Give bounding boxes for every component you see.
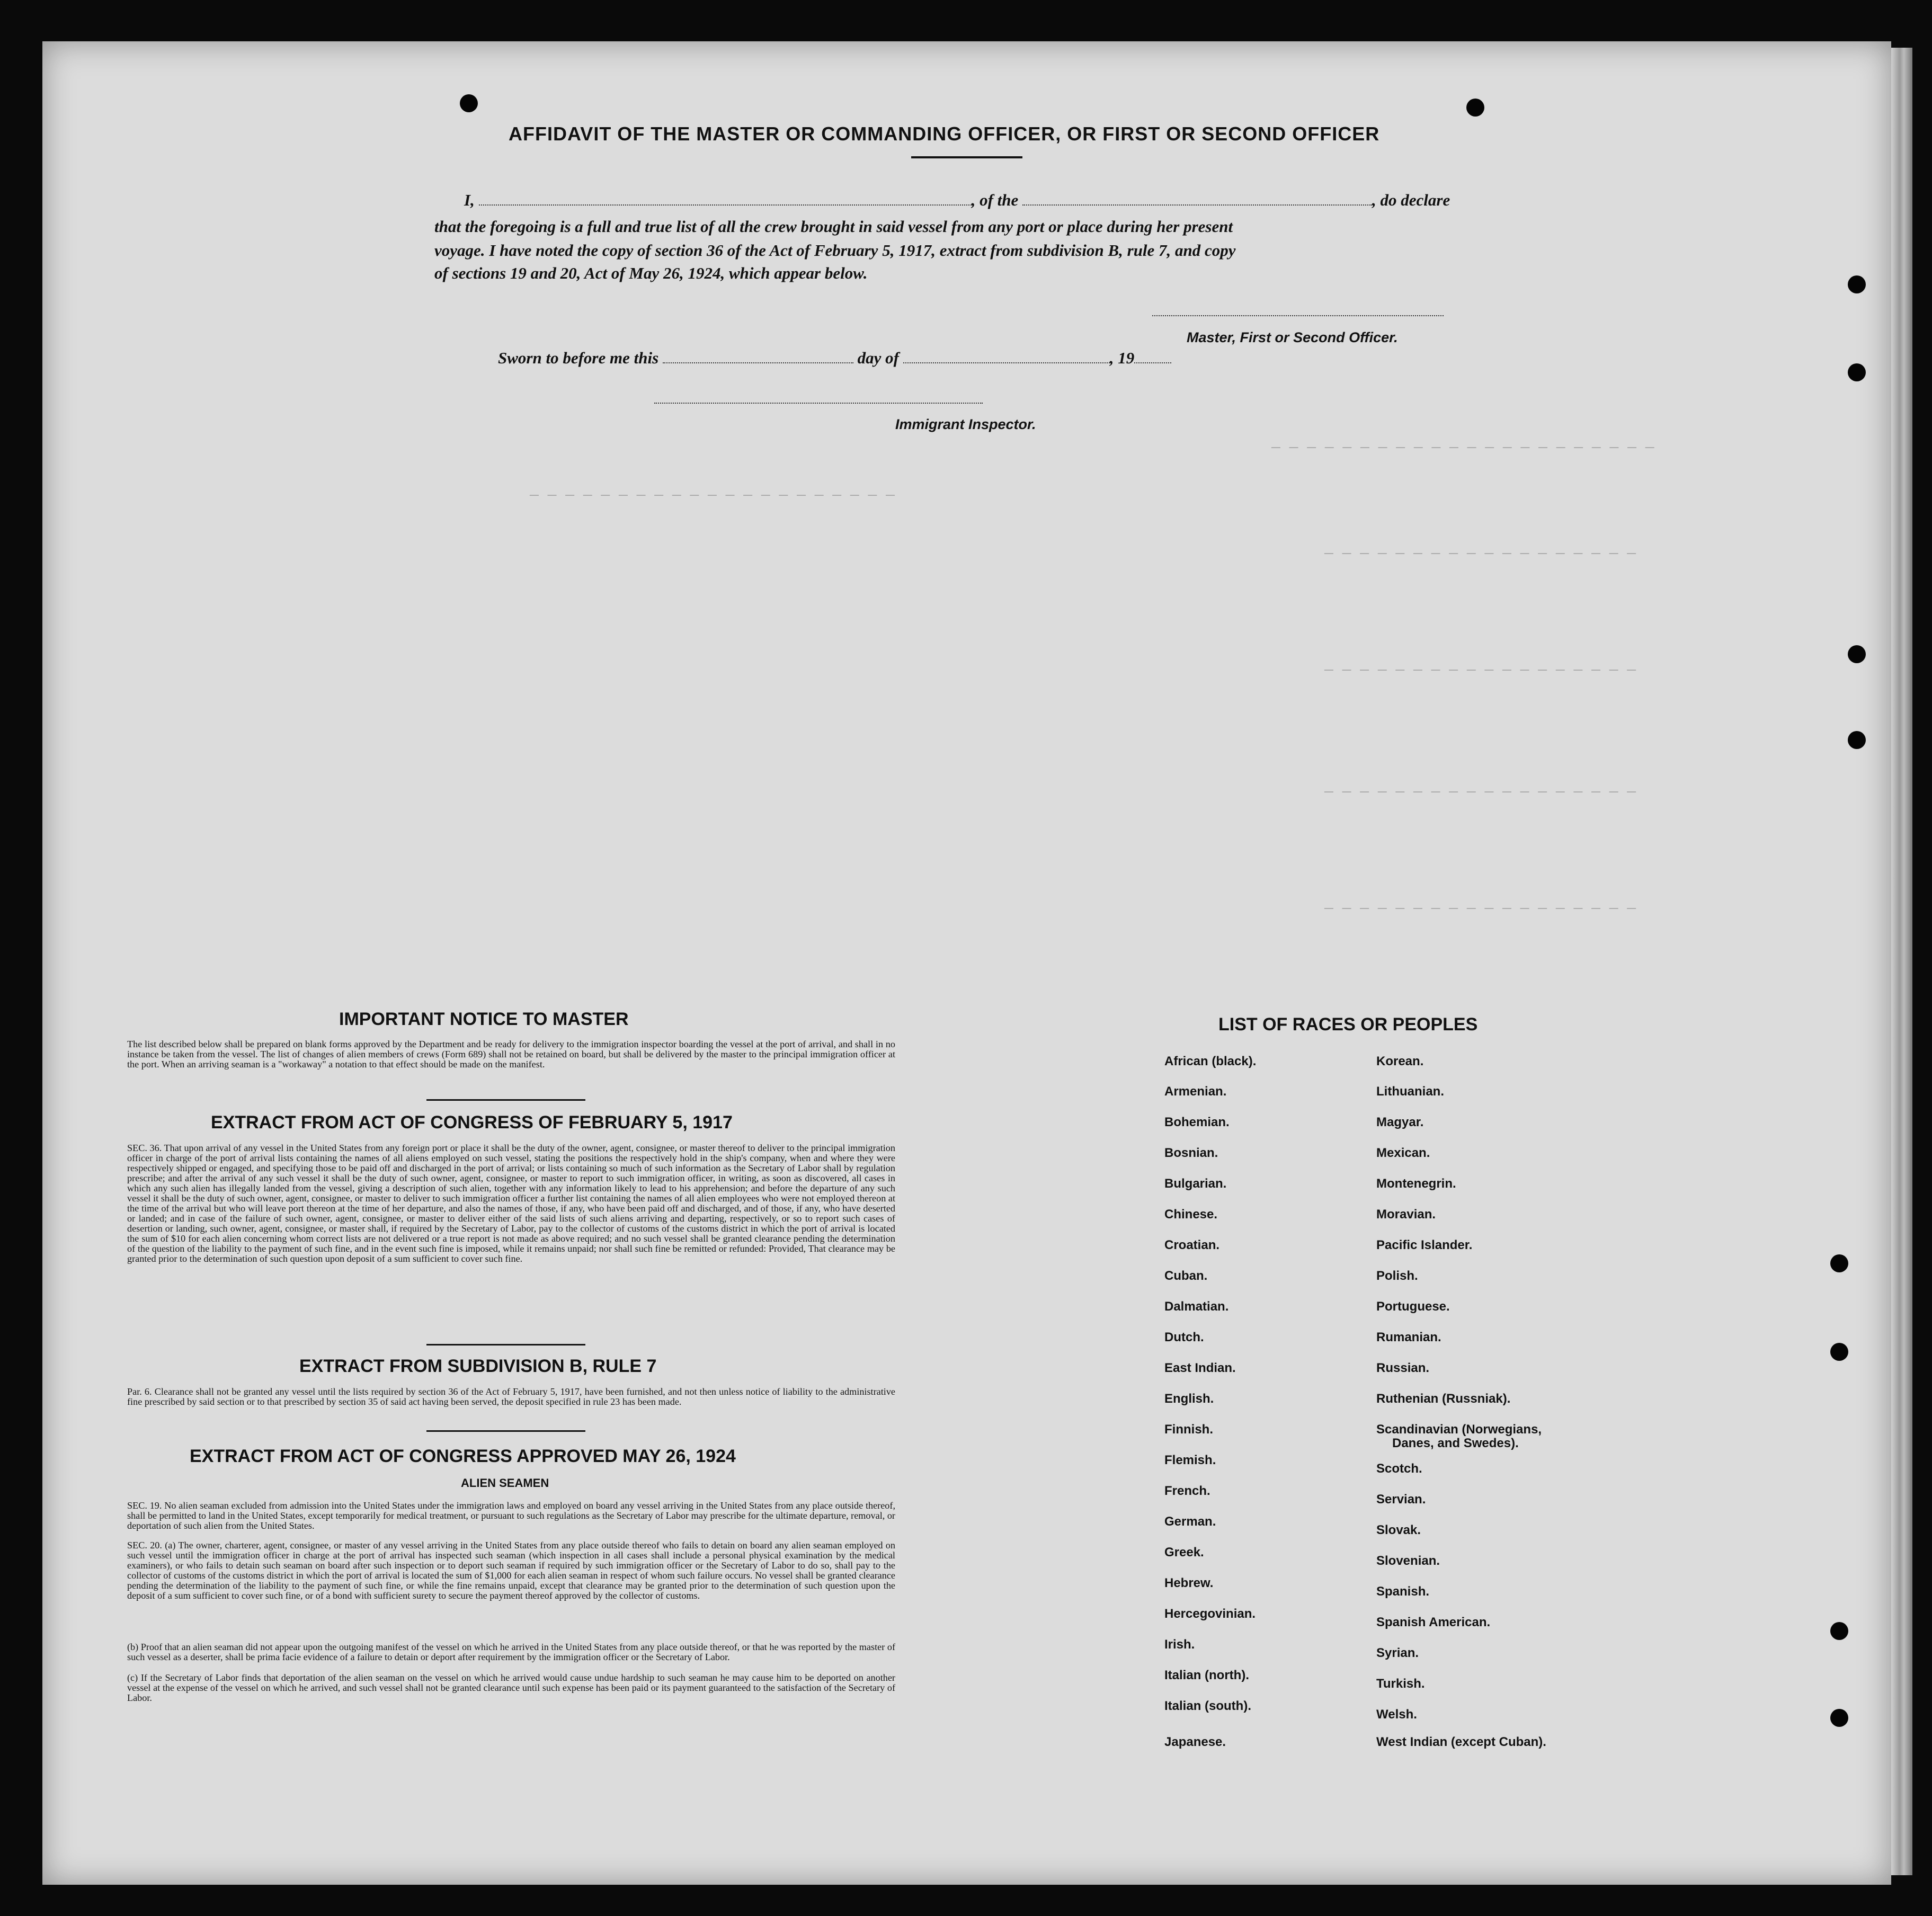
- race-item: Finnish.: [1164, 1422, 1213, 1437]
- sworn-line: [498, 349, 1171, 368]
- page-edge: [1891, 48, 1912, 1875]
- of-the-label: , of the: [971, 191, 1019, 209]
- i-label: I,: [464, 191, 475, 209]
- race-item: Hebrew.: [1164, 1576, 1214, 1590]
- section-divider: [426, 1344, 585, 1345]
- race-item: Russian.: [1376, 1361, 1430, 1375]
- affidavit-title: AFFIDAVIT OF THE MASTER OR COMMANDING OFFICER, OR FIRST OR SECOND OFFICER: [509, 123, 1380, 145]
- race-item: Bohemian.: [1164, 1115, 1230, 1129]
- race-item: Scotch.: [1376, 1461, 1422, 1476]
- inspector-label: Immigrant Inspector.: [895, 416, 1036, 432]
- race-item: Syrian.: [1376, 1646, 1419, 1660]
- race-item: Hercegovinian.: [1164, 1607, 1256, 1621]
- race-item: German.: [1164, 1514, 1216, 1529]
- notice-title: IMPORTANT NOTICE TO MASTER: [339, 1009, 629, 1029]
- race-item: Japanese.: [1164, 1735, 1226, 1749]
- race-item: Greek.: [1164, 1545, 1204, 1559]
- rule7-body: Par. 6. Clearance shall not be granted any vessel until the lists required by section 36 of the Act of February 5, 1917, have been furnished, and not then unless notice of liability to the administrative fine prescribed by said section or to that prescribed by section 35 of said act having been served, the deposit specified in rule 23 has been made.: [127, 1386, 895, 1407]
- punch-hole: [1830, 1622, 1848, 1640]
- master-label: Master, First or Second Officer.: [1187, 329, 1398, 345]
- punch-hole: [1830, 1254, 1848, 1272]
- name-blank[interactable]: [479, 204, 972, 206]
- race-item: Magyar.: [1376, 1115, 1424, 1129]
- sworn-day-blank[interactable]: [663, 362, 853, 363]
- vessel-blank[interactable]: [1022, 204, 1372, 206]
- race-item: Slovak.: [1376, 1523, 1421, 1537]
- race-item: Dalmatian.: [1164, 1299, 1229, 1314]
- race-item: Spanish.: [1376, 1584, 1430, 1599]
- race-item: Chinese.: [1164, 1207, 1218, 1222]
- race-item: Flemish.: [1164, 1453, 1216, 1467]
- document-page: [42, 41, 1891, 1885]
- race-item: Mexican.: [1376, 1146, 1430, 1160]
- extract-1917-title: EXTRACT FROM ACT OF CONGRESS OF FEBRUARY 5, 1917: [211, 1112, 733, 1133]
- race-item: Italian (south).: [1164, 1699, 1251, 1713]
- punch-hole: [1848, 731, 1866, 749]
- race-item: French.: [1164, 1484, 1210, 1498]
- extract-1924-sec19: SEC. 19. No alien seaman excluded from admission into the United States under the immigration laws and employed on board any vessel arriving in the United States from any place outside thereof, shall be permitted to land in the United States, except temporarily for medical treatment, or pursuant to such regulations as the Secretary of Labor may prescribe for the ultimate departure, removal, or deportation of such alien from the United States.: [127, 1500, 895, 1531]
- races-title: LIST OF RACES OR PEOPLES: [1218, 1014, 1478, 1035]
- race-item: Bosnian.: [1164, 1146, 1218, 1160]
- race-item: Turkish.: [1376, 1677, 1425, 1691]
- race-item: African (black).: [1164, 1054, 1257, 1068]
- extract-1924-sec20a: SEC. 20. (a) The owner, charterer, agent, consignee, or master of any vessel arriving in the United States from any place outside thereof who fails to detain on board any alien seaman employed on such vessel until the immigration officer in charge at the port of arrival has inspected such seaman (which inspection in all cases shall include a personal physical examination by the medical examiners), or who fails to detain such seaman on board after such inspection or to deport such seaman if required by such immigration officer or the Secretary of Labor to do so, shall pay to the collector of customs of the customs district in which the port of arrival is located the sum of $1,000 for each alien seaman in respect of whom such failure occurs. No vessel shall be granted clearance pending the determination of the liability to the payment of such fine, or while the fine remains unpaid, except that clearance may be granted prior to the determination of such question upon the deposit of a sum sufficient to cover such fine, or of a bond with sufficient surety to secure the payment thereof approved by the collector of customs.: [127, 1540, 895, 1601]
- race-item: Portuguese.: [1376, 1299, 1450, 1314]
- notice-body: The list described below shall be prepared on blank forms approved by the Department and be ready for delivery to the immigration inspector boarding the vessel at the port of arrival, and shall in no instance be taken from the vessel. The list of changes of alien members of crews (Form 689) shall not be retained on board, but shall be delivered by the master to the principal immigration officer at the port. When an arriving seaman is a "workaway" a notation to that effect should be made on the manifest.: [127, 1039, 895, 1070]
- race-item: Ruthenian (Russniak).: [1376, 1392, 1511, 1406]
- punch-hole: [1466, 99, 1484, 117]
- sworn-label: Sworn to before me this: [498, 349, 659, 367]
- race-item: Moravian.: [1376, 1207, 1436, 1222]
- punch-hole: [1830, 1709, 1848, 1727]
- race-item: Armenian.: [1164, 1084, 1227, 1099]
- race-item: Dutch.: [1164, 1330, 1204, 1344]
- sworn-year-blank[interactable]: [1134, 362, 1171, 363]
- extract-1924-sec20b: (b) Proof that an alien seaman did not appear upon the outgoing manifest of the vessel on which he arrived in the United States from any place outside thereof, or that he was reported by the master of such vessel as a deserter, shall be prima facie evidence of a failure to detain or deport after requirement by the immigration officer or the Secretary of Labor.: [127, 1642, 895, 1662]
- punch-hole: [1830, 1343, 1848, 1361]
- bleed-through: — — — — — — — — — — — — — — — — — —: [1324, 662, 1636, 679]
- punch-hole: [1848, 275, 1866, 293]
- sworn-month-blank[interactable]: [903, 362, 1110, 363]
- bleed-through: — — — — — — — — — — — — — — — — — — — — — —: [1271, 440, 1654, 456]
- race-item: Irish.: [1164, 1637, 1195, 1652]
- section-divider: [426, 1099, 585, 1101]
- do-declare-label: , do declare: [1372, 191, 1450, 209]
- master-signature-line[interactable]: [1152, 315, 1444, 316]
- race-item: Scandinavian (Norwegians,: [1376, 1422, 1542, 1437]
- rule7-title: EXTRACT FROM SUBDIVISION B, RULE 7: [299, 1356, 657, 1376]
- race-item: Rumanian.: [1376, 1330, 1441, 1344]
- race-item: Danes, and Swedes).: [1392, 1436, 1519, 1450]
- section-divider: [426, 1430, 585, 1432]
- punch-hole: [1848, 363, 1866, 381]
- title-rule: [911, 156, 1022, 158]
- race-item: Lithuanian.: [1376, 1084, 1444, 1099]
- affidavit-line-4: of sections 19 and 20, Act of May 26, 1924, which appear below.: [434, 264, 868, 282]
- race-item: Italian (north).: [1164, 1668, 1249, 1682]
- race-item: East Indian.: [1164, 1361, 1236, 1375]
- race-item: Croatian.: [1164, 1238, 1220, 1252]
- race-item: West Indian (except Cuban).: [1376, 1735, 1546, 1749]
- bleed-through: — — — — — — — — — — — — — — — — — — — — —: [530, 487, 895, 504]
- race-item: Servian.: [1376, 1492, 1426, 1507]
- race-item: Welsh.: [1376, 1707, 1417, 1722]
- race-item: Montenegrin.: [1376, 1177, 1456, 1191]
- extract-1924-title: EXTRACT FROM ACT OF CONGRESS APPROVED MAY 26, 1924: [190, 1446, 736, 1466]
- bleed-through: — — — — — — — — — — — — — — — — — —: [1324, 546, 1636, 562]
- year-prefix: , 19: [1109, 349, 1135, 367]
- race-item: Pacific Islander.: [1376, 1238, 1473, 1252]
- race-item: Korean.: [1376, 1054, 1424, 1068]
- affidavit-line-3: voyage. I have noted the copy of section 36 of the Act of February 5, 1917, extract from subdivision B, rule 7, and copy: [434, 241, 1236, 260]
- race-item: Slovenian.: [1376, 1554, 1440, 1568]
- inspector-signature-line[interactable]: [654, 403, 983, 404]
- race-item: Cuban.: [1164, 1269, 1208, 1283]
- bleed-through: — — — — — — — — — — — — — — — — — —: [1324, 784, 1636, 800]
- extract-1917-body: SEC. 36. That upon arrival of any vessel in the United States from any foreign port or place it shall be the duty of the owner, agent, consignee, or master thereof to deliver to the principal immigration officer in charge of the port of arrival lists containing the names of all aliens employed on such vessel, stating the positions the respectively hold in the ship's company, when and where they were respectively shipped or engaged, and specifying those to be paid off and discharged in the port of arrival; or lists containing so much of such information as the Secretary of Labor shall by regulation prescribe; and after the arrival of any such vessel it shall be the duty of such owner, agent, consignee, or master to report to such immigration officer, in writing, as soon as discovered, all cases in which any such alien has illegally landed from the vessel, giving a description of such alien, together with any information likely to lead to his apprehension; and before the departure of any such vessel it shall be the duty of such owner, agent, consignee, or master to deliver to such immigration officer a further list containing the names of all alien employees who were not employed thereon at the time of the arrival but who will leave port thereon at the time of her departure, and also the names of those, if any, who have been paid off and discharged, and of those, if any, who have deserted or landed; and in case of the failure of such owner, agent, consignee, or master to deliver either of the said lists of such aliens arriving and departing, respectively, or so to report such cases of desertion or landing, such owner, agent, consignee, or master shall, if required by the Secretary of Labor, pay to the collector of customs of the customs district in which the port of arrival is located the sum of $10 for each alien concerning whom correct lists are not delivered or a true report is not made as above required; and no such vessel shall be granted clearance pending the determination of the question of the liability to the payment of such fine, and in the event such fine is imposed, while it remains unpaid; nor shall such fine be remitted or refunded: Provided, That clearance may be granted prior to the determination of such question upon deposit of a sum sufficient to cover such fine.: [127, 1143, 895, 1264]
- punch-hole: [1848, 645, 1866, 663]
- race-item: English.: [1164, 1392, 1214, 1406]
- bleed-through: — — — — — — — — — — — — — — — — — —: [1324, 901, 1636, 917]
- race-item: Bulgarian.: [1164, 1177, 1227, 1191]
- extract-1924-sec20c: (c) If the Secretary of Labor finds that deportation of the alien seaman on the vessel on which he arrived would cause undue hardship to such seaman he may cause him to be deported on another vessel at the expense of the vessel on which he arrived, and such vessel shall not be granted clearance until such expense has been paid or its payment guaranteed to the satisfaction of the Secretary of Labor.: [127, 1672, 895, 1703]
- affidavit-line-2: that the foregoing is a full and true list of all the crew brought in said vessel from any port or place during her present: [434, 217, 1233, 236]
- race-item: Polish.: [1376, 1269, 1418, 1283]
- extract-1924-subtitle: ALIEN SEAMEN: [461, 1476, 549, 1490]
- day-of-label: day of: [857, 349, 899, 367]
- race-item: Spanish American.: [1376, 1615, 1491, 1629]
- punch-hole: [460, 94, 478, 112]
- affidavit-line-1: [464, 191, 1450, 210]
